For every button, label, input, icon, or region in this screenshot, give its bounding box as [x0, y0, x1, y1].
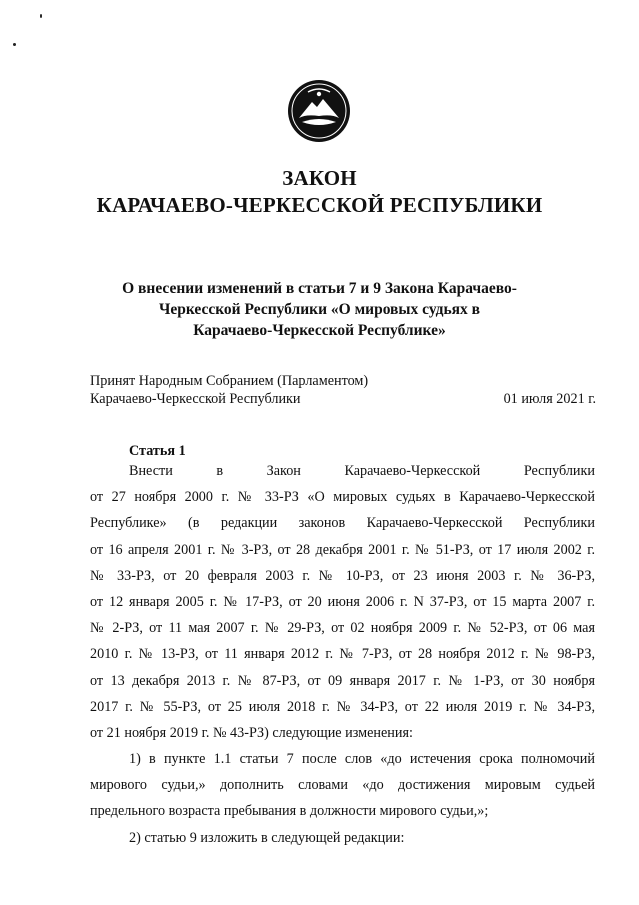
adoption-block — [90, 372, 596, 408]
article-1 — [90, 441, 595, 851]
adoption-date: 01 июля 2021 г. — [503, 391, 596, 407]
item-2-line: 2) статью 9 изложить в следующей редакции: — [129, 829, 405, 846]
article-line: от 13 декабря 2013 г. № 87-РЗ, от 09 января 2017 г. № 1-РЗ, от 30 ноября — [90, 672, 595, 689]
article-line: 2010 г. № 13-РЗ, от 11 января 2012 г. № 7-РЗ, от 28 ноября 2012 г. № 98-РЗ, — [90, 646, 595, 663]
law-title: ЗАКОН — [282, 166, 357, 190]
article-line: Внести в Закон Карачаево-Черкесской Республики — [129, 463, 595, 479]
item-1-line: 1) в пункте 1.1 статьи 7 после слов «до истечения срока полномочий — [129, 751, 595, 768]
article-line: от 21 ноября 2019 г. № 43-РЗ) следующие изменения: — [90, 724, 413, 741]
scan-speck — [13, 43, 16, 46]
scan-speck — [40, 14, 42, 18]
article-line: № 33-РЗ, от 20 февраля 2003 г. № 10-РЗ, от 23 июня 2003 г. № 36-РЗ, — [90, 567, 595, 584]
item-1-line: мирового судьи,» дополнить словами «до достижения мировым судьей — [90, 777, 595, 794]
article-heading: Статья 1 — [129, 443, 186, 459]
law-subtitle-line1: О внесении изменений в статьи 7 и 9 Закона Карачаево- — [122, 280, 517, 297]
adoption-line2: Карачаево-Черкесской Республики — [90, 391, 301, 407]
article-line: Республике» (в редакции законов Карачаево-Черкесской Республики — [90, 515, 595, 532]
article-line: от 16 апреля 2001 г. № 3-РЗ, от 28 декабря 2001 г. № 51-РЗ, от 17 июля 2002 г. — [90, 541, 595, 558]
article-line: от 12 января 2005 г. № 17-РЗ, от 20 июня 2006 г. N 37-РЗ, от 15 марта 2007 г. — [90, 593, 595, 610]
article-line: 2017 г. № 55-РЗ, от 25 июля 2018 г. № 34-РЗ, от 22 июля 2019 г. № 34-РЗ, — [90, 698, 595, 715]
adoption-line1: Принят Народным Собранием (Парламентом) — [90, 373, 369, 389]
article-line: № 2-РЗ, от 11 мая 2007 г. № 29-РЗ, от 02 ноября 2009 г. № 52-РЗ, от 06 мая — [90, 620, 595, 637]
republic-title: КАРАЧАЕВО-ЧЕРКЕССКОЙ РЕСПУБЛИКИ — [96, 193, 543, 217]
law-subtitle-line2: Черкесской Республики «О мировых судьях в — [158, 301, 481, 318]
law-subtitle-line3: Карачаево-Черкесской Республике» — [193, 322, 446, 339]
article-line: от 27 ноября 2000 г. № 33-РЗ «О мировых судьях в Карачаево-Черкесской — [90, 489, 595, 506]
coat-of-arms-emblem — [286, 78, 352, 144]
item-1-line: предельного возраста пребывания в должности мирового судьи,»; — [90, 803, 489, 820]
